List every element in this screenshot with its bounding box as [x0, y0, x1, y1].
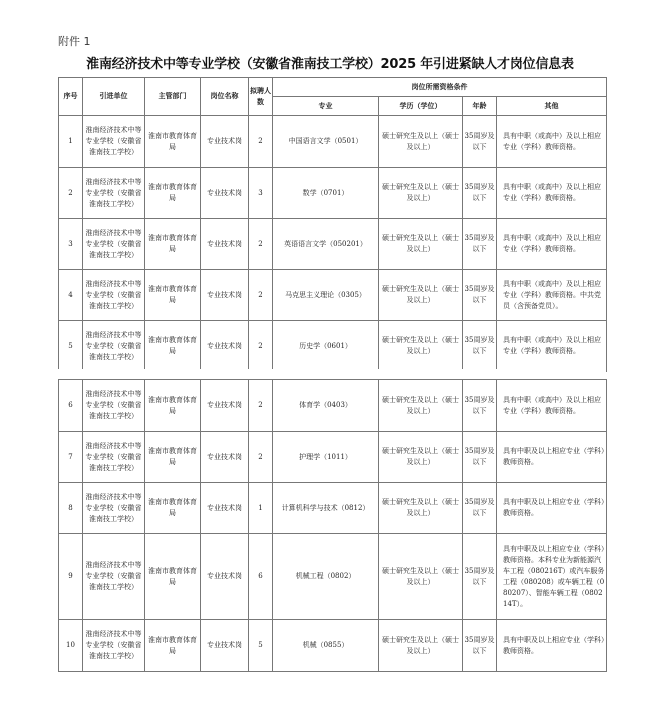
- cell-dept: 淮南市教育体育局: [145, 116, 201, 168]
- cell-major: 英语语言文学（050201）: [273, 219, 379, 270]
- cell-dept: 淮南市教育体育局: [145, 270, 201, 321]
- cell-unit: 淮南经济技术中等专业学校（安徽省淮南技工学校）: [83, 321, 145, 372]
- header-post: 岗位名称: [201, 78, 249, 116]
- cell-major: 中国语言文学（0501）: [273, 116, 379, 168]
- cell-seq: 7: [59, 432, 83, 483]
- cell-count: 6: [249, 534, 273, 620]
- cell-count: 5: [249, 620, 273, 672]
- cell-other: 具有中职（或高中）及以上相应专业（学科）教师资格。: [497, 116, 607, 168]
- header-major: 专业: [273, 97, 379, 116]
- cell-major: 数学（0701）: [273, 168, 379, 219]
- header-age: 年龄: [463, 97, 497, 116]
- cell-education: 硕士研究生及以上（硕士及以上）: [379, 432, 463, 483]
- cell-count: 1: [249, 483, 273, 534]
- table-row: [59, 219, 607, 270]
- cell-count: 2: [249, 380, 273, 432]
- cell-age: 35周岁及以下: [463, 116, 497, 168]
- cell-post: 专业技术岗: [201, 432, 249, 483]
- cell-age: 35周岁及以下: [463, 219, 497, 270]
- table-row: [59, 321, 607, 372]
- cell-age: 35周岁及以下: [463, 432, 497, 483]
- cell-major: 计算机科学与技术（0812）: [273, 483, 379, 534]
- cell-unit: 淮南经济技术中等专业学校（安徽省淮南技工学校）: [83, 380, 145, 432]
- cell-education: 硕士研究生及以上（硕士及以上）: [379, 620, 463, 672]
- cell-major: 机械（0855）: [273, 620, 379, 672]
- cell-seq: 2: [59, 168, 83, 219]
- cell-unit: 淮南经济技术中等专业学校（安徽省淮南技工学校）: [83, 620, 145, 672]
- cell-post: 专业技术岗: [201, 321, 249, 372]
- table-row: [59, 116, 607, 168]
- cell-major: 机械工程（0802）: [273, 534, 379, 620]
- cell-education: 硕士研究生及以上（硕士及以上）: [379, 483, 463, 534]
- cell-other: 具有中职（或高中）及以上相应专业（学科）教师资格。: [497, 168, 607, 219]
- cell-unit: 淮南经济技术中等专业学校（安徽省淮南技工学校）: [83, 270, 145, 321]
- cell-count: 2: [249, 116, 273, 168]
- cell-education: 硕士研究生及以上（硕士及以上）: [379, 321, 463, 372]
- cell-other: 具有中职及以上相应专业（学科）教师资格。: [497, 432, 607, 483]
- cell-post: 专业技术岗: [201, 534, 249, 620]
- cell-other: 具有中职及以上相应专业（学科）教师资格。: [497, 620, 607, 672]
- cell-age: 35周岁及以下: [463, 483, 497, 534]
- cell-major: 体育学（0403）: [273, 380, 379, 432]
- cell-count: 2: [249, 270, 273, 321]
- cell-dept: 淮南市教育体育局: [145, 219, 201, 270]
- cell-post: 专业技术岗: [201, 483, 249, 534]
- cell-post: 专业技术岗: [201, 168, 249, 219]
- cell-age: 35周岁及以下: [463, 534, 497, 620]
- cell-count: 3: [249, 168, 273, 219]
- cell-dept: 淮南市教育体育局: [145, 321, 201, 372]
- cell-count: 2: [249, 219, 273, 270]
- header-count: 拟聘人数: [249, 78, 273, 116]
- cell-unit: 淮南经济技术中等专业学校（安徽省淮南技工学校）: [83, 116, 145, 168]
- cell-seq: 1: [59, 116, 83, 168]
- cell-other: 具有中职及以上相应专业（学科）教师资格。: [497, 483, 607, 534]
- header-unit: 引进单位: [83, 78, 145, 116]
- cell-dept: 淮南市教育体育局: [145, 432, 201, 483]
- cell-unit: 淮南经济技术中等专业学校（安徽省淮南技工学校）: [83, 432, 145, 483]
- cell-seq: 5: [59, 321, 83, 372]
- positions-table-part-1: [58, 77, 607, 372]
- cell-post: 专业技术岗: [201, 620, 249, 672]
- cell-post: 专业技术岗: [201, 116, 249, 168]
- cell-unit: 淮南经济技术中等专业学校（安徽省淮南技工学校）: [83, 219, 145, 270]
- cell-education: 硕士研究生及以上（硕士及以上）: [379, 219, 463, 270]
- header-education: 学历（学位）: [379, 97, 463, 116]
- cell-unit: 淮南经济技术中等专业学校（安徽省淮南技工学校）: [83, 534, 145, 620]
- cell-dept: 淮南市教育体育局: [145, 168, 201, 219]
- cell-seq: 6: [59, 380, 83, 432]
- attachment-label: 附件 1: [58, 35, 91, 48]
- cell-other: 具有中职（或高中）及以上相应专业（学科）教师资格。中共党员（含预备党员）。: [497, 270, 607, 321]
- cell-seq: 9: [59, 534, 83, 620]
- table-row: [59, 483, 607, 534]
- cell-education: 硕士研究生及以上（硕士及以上）: [379, 534, 463, 620]
- cell-post: 专业技术岗: [201, 380, 249, 432]
- table-row: [59, 534, 607, 620]
- cell-other: 具有中职（或高中）及以上相应专业（学科）教师资格。: [497, 321, 607, 372]
- table-row: [59, 380, 607, 432]
- cell-age: 35周岁及以下: [463, 321, 497, 372]
- cell-education: 硕士研究生及以上（硕士及以上）: [379, 270, 463, 321]
- cell-age: 35周岁及以下: [463, 270, 497, 321]
- page-break-gap: [58, 369, 606, 379]
- cell-age: 35周岁及以下: [463, 380, 497, 432]
- cell-major: 护理学（1011）: [273, 432, 379, 483]
- table-row: [59, 168, 607, 219]
- cell-seq: 10: [59, 620, 83, 672]
- cell-count: 2: [249, 432, 273, 483]
- cell-seq: 4: [59, 270, 83, 321]
- cell-dept: 淮南市教育体育局: [145, 483, 201, 534]
- cell-unit: 淮南经济技术中等专业学校（安徽省淮南技工学校）: [83, 168, 145, 219]
- cell-other: 具有中职（或高中）及以上相应专业（学科）教师资格。: [497, 219, 607, 270]
- table-row: [59, 432, 607, 483]
- cell-age: 35周岁及以下: [463, 168, 497, 219]
- header-seq: 序号: [59, 78, 83, 116]
- cell-dept: 淮南市教育体育局: [145, 380, 201, 432]
- cell-seq: 8: [59, 483, 83, 534]
- table-row: [59, 270, 607, 321]
- cell-education: 硕士研究生及以上（硕士及以上）: [379, 116, 463, 168]
- cell-other: 具有中职及以上相应专业（学科）教师资格。本科专业为新能源汽车工程（080216T）或汽车服务工程（080208）或车辆工程（080207）、智能车辆工程（080214T）。: [497, 534, 607, 620]
- header-requirements: 岗位所需资格条件: [273, 78, 607, 97]
- cell-post: 专业技术岗: [201, 270, 249, 321]
- cell-major: 历史学（0601）: [273, 321, 379, 372]
- cell-major: 马克思主义理论（0305）: [273, 270, 379, 321]
- cell-unit: 淮南经济技术中等专业学校（安徽省淮南技工学校）: [83, 483, 145, 534]
- cell-post: 专业技术岗: [201, 219, 249, 270]
- header-dept: 主管部门: [145, 78, 201, 116]
- cell-dept: 淮南市教育体育局: [145, 534, 201, 620]
- positions-table-part-2: [58, 379, 607, 672]
- cell-other: 具有中职（或高中）及以上相应专业（学科）教师资格。: [497, 380, 607, 432]
- cell-seq: 3: [59, 219, 83, 270]
- cell-dept: 淮南市教育体育局: [145, 620, 201, 672]
- cell-age: 35周岁及以下: [463, 620, 497, 672]
- cell-education: 硕士研究生及以上（硕士及以上）: [379, 168, 463, 219]
- cell-count: 2: [249, 321, 273, 372]
- page-title: 淮南经济技术中等专业学校（安徽省淮南技工学校）2025 年引进紧缺人才岗位信息表: [86, 57, 574, 72]
- header-other: 其他: [497, 97, 607, 116]
- cell-education: 硕士研究生及以上（硕士及以上）: [379, 380, 463, 432]
- table-row: [59, 620, 607, 672]
